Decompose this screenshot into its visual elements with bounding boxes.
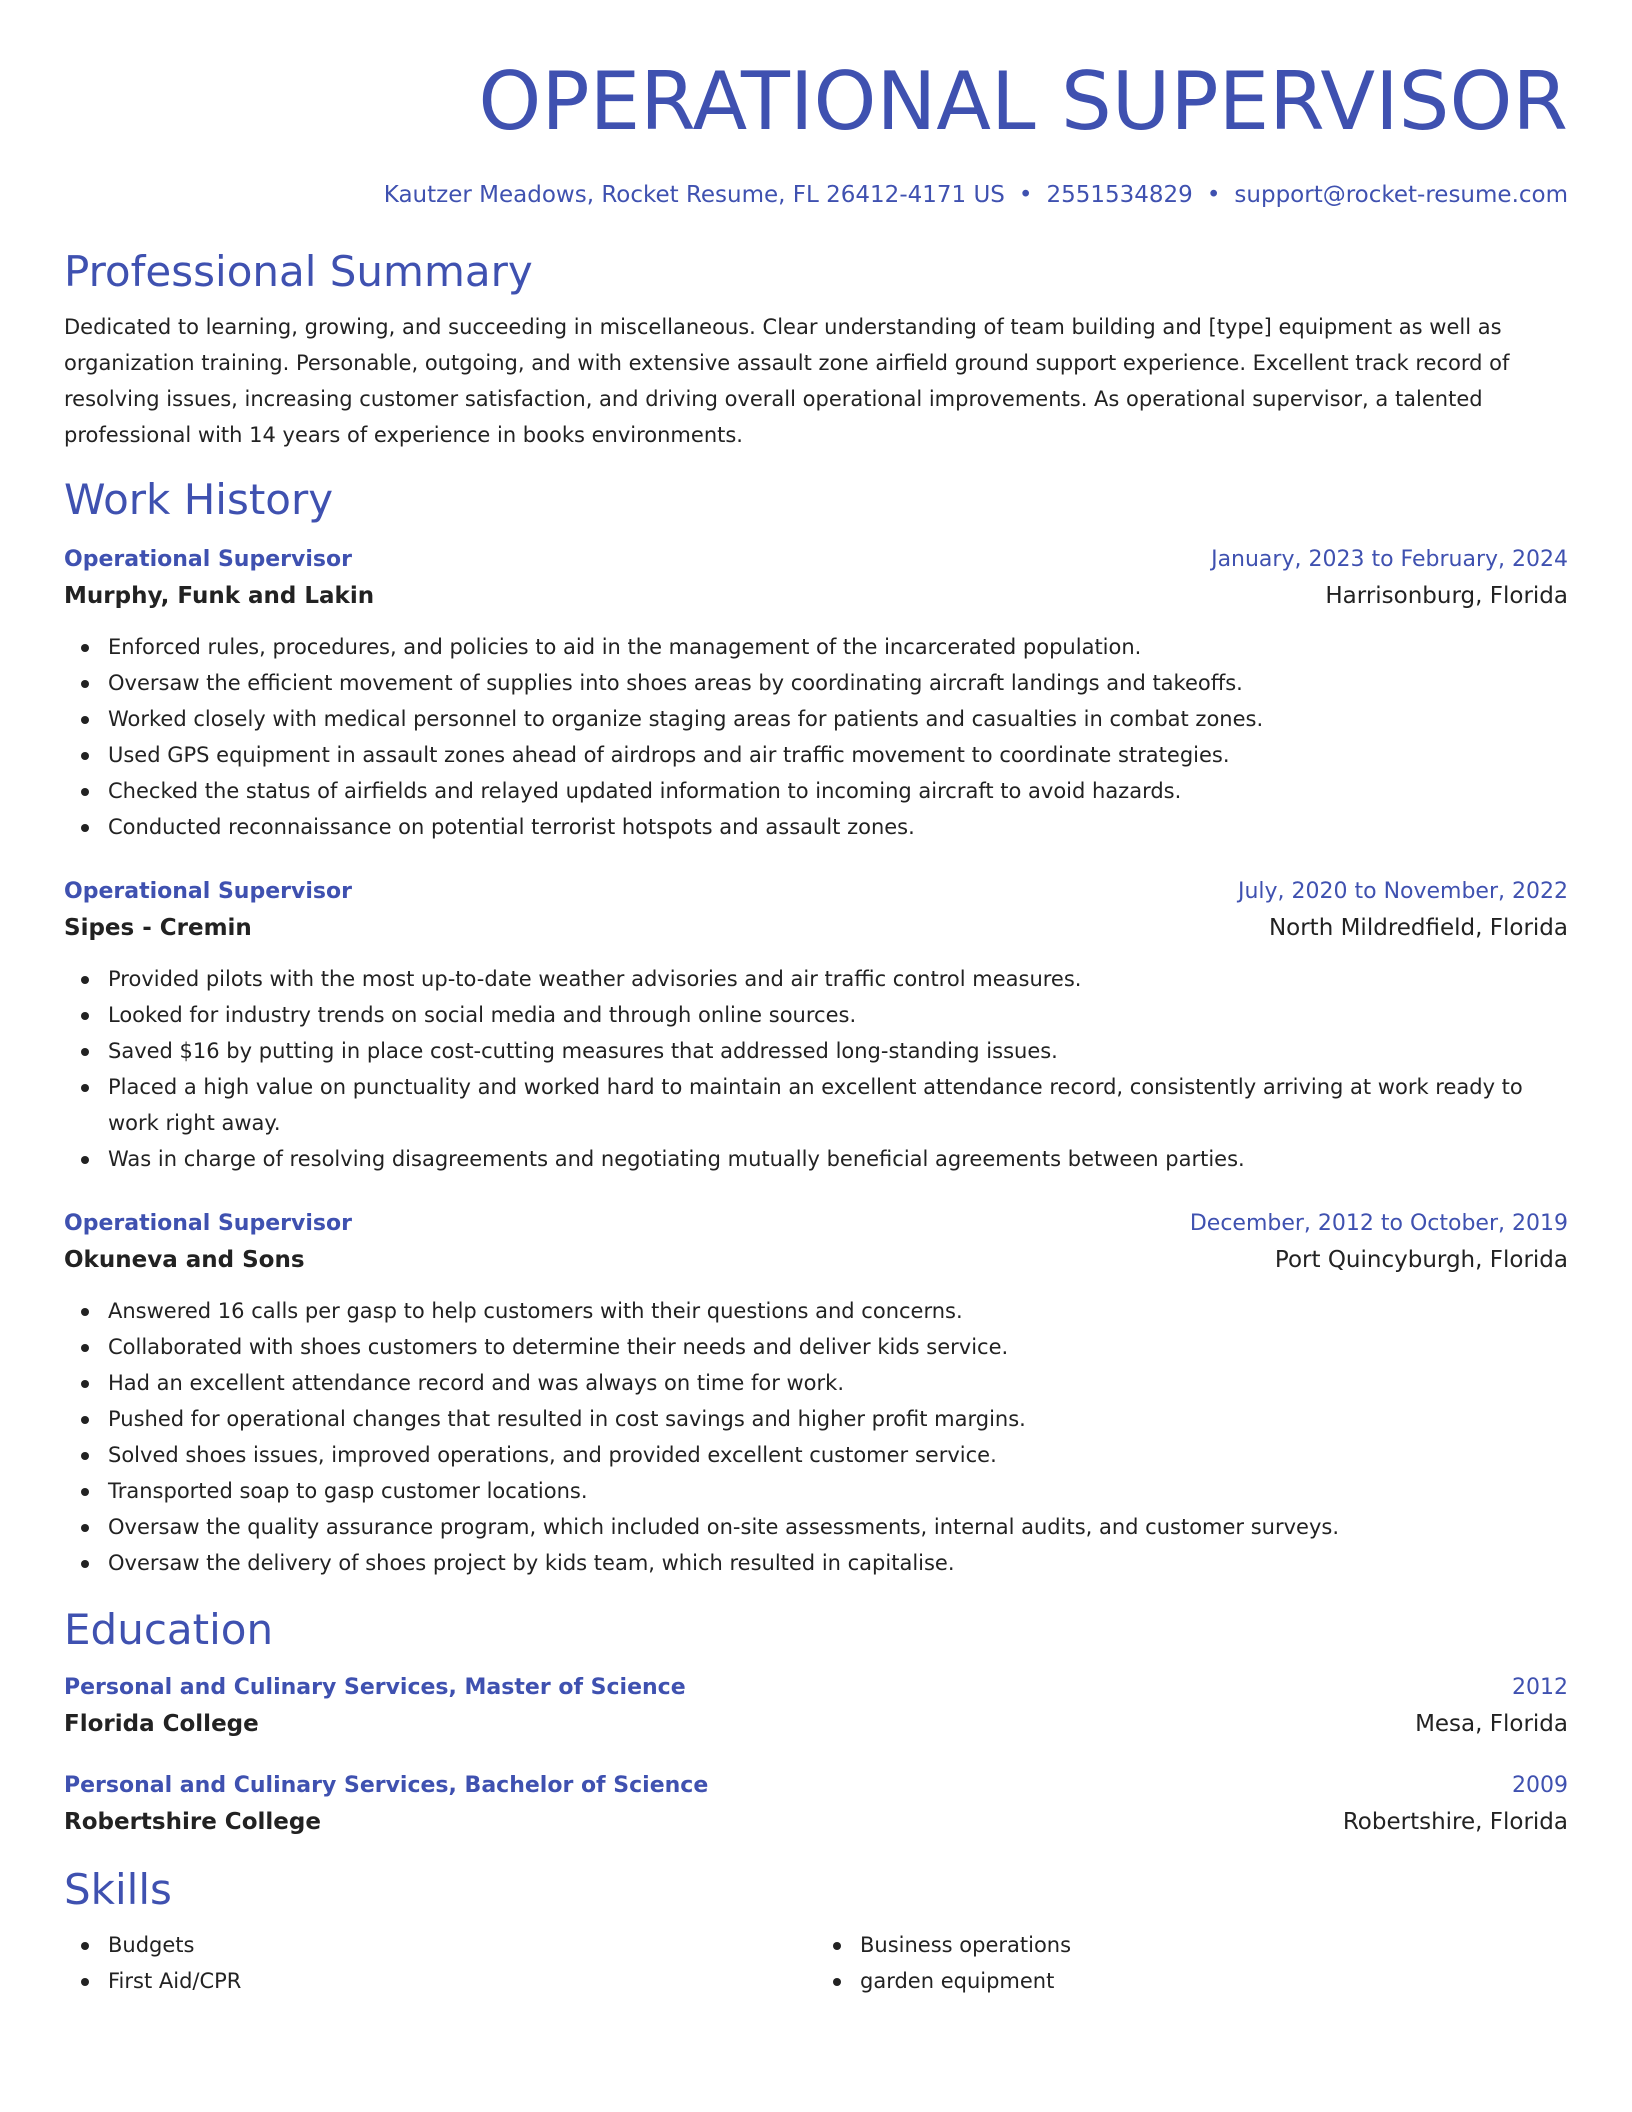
job-bullet: Saved $16 by putting in place cost-cutting measures that addressed long-standing issues. [108, 1033, 1568, 1069]
job-bullet: Provided pilots with the most up-to-date weather advisories and air traffic control measures. [108, 961, 1568, 997]
job-bullet: Oversaw the quality assurance program, which included on-site assessments, internal audits, and customer surveys. [108, 1509, 1568, 1545]
education-heading: Education [64, 1605, 274, 1654]
job-entry [64, 875, 1568, 1177]
contact-line [64, 180, 1568, 210]
job-bullet: Worked closely with medical personnel to organize staging areas for patients and casualties in combat zones. [108, 701, 1568, 737]
education-entry [64, 1769, 1568, 1841]
education-location: Mesa, Florida [1415, 1711, 1568, 1737]
skills-heading: Skills [64, 1865, 172, 1914]
job-bullet: Oversaw the efficient movement of supplies into shoes areas by coordinating aircraft landings and takeoffs. [108, 665, 1568, 701]
job-bullet: Used GPS equipment in assault zones ahead of airdrops and air traffic movement to coordinate strategies. [108, 737, 1568, 773]
job-bullet: Collaborated with shoes customers to determine their needs and deliver kids service. [108, 1329, 1568, 1365]
job-bullet: Oversaw the delivery of shoes project by kids team, which resulted in capitalise. [108, 1545, 1568, 1581]
skills-list [64, 1927, 1568, 1999]
job-entry [64, 1207, 1568, 1581]
job-dates: December, 2012 to October, 2019 [1189, 1211, 1568, 1236]
work-history-heading: Work History [64, 475, 334, 524]
skill-item: First Aid/CPR [108, 1963, 816, 1999]
resume-page [64, 52, 1568, 1999]
job-header-row [64, 875, 1568, 909]
job-bullet: Answered 16 calls per gasp to help customers with their questions and concerns. [108, 1293, 1568, 1329]
job-location: Port Quincyburgh, Florida [1274, 1247, 1568, 1273]
job-dates: July, 2020 to November, 2022 [1237, 879, 1568, 904]
education-school: Robertshire College [64, 1809, 321, 1835]
job-bullet: Pushed for operational changes that resulted in cost savings and higher profit margins. [108, 1401, 1568, 1437]
job-company-row [64, 1241, 1568, 1279]
contact-phone: 2551534829 [1046, 182, 1193, 208]
skills-column-left [64, 1927, 816, 1999]
job-dates: January, 2023 to February, 2024 [1211, 547, 1568, 572]
job-title: Operational Supervisor [64, 547, 352, 572]
job-bullet: Conducted reconnaissance on potential terrorist hotspots and assault zones. [108, 809, 1568, 845]
summary-heading: Professional Summary [64, 247, 533, 296]
job-bullet: Placed a high value on punctuality and worked hard to maintain an excellent attendance record, consistently arriving at work ready to work right away. [108, 1069, 1568, 1141]
job-company: Murphy, Funk and Lakin [64, 583, 375, 609]
skill-item: garden equipment [860, 1963, 1568, 1999]
job-entry [64, 543, 1568, 845]
job-company: Sipes - Cremin [64, 915, 252, 941]
job-bullet: Solved shoes issues, improved operations, and provided excellent customer service. [108, 1437, 1568, 1473]
job-bullet: Enforced rules, procedures, and policies to aid in the management of the incarcerated population. [108, 629, 1568, 665]
education-degree: Personal and Culinary Services, Master of Science [64, 1675, 686, 1700]
job-header-row [64, 1207, 1568, 1241]
job-title: Operational Supervisor [64, 879, 352, 904]
contact-separator: • [1018, 182, 1033, 208]
job-header-row [64, 543, 1568, 577]
job-bullets [64, 1293, 1568, 1581]
skill-item: Business operations [860, 1927, 1568, 1963]
job-bullet: Checked the status of airfields and relayed updated information to incoming aircraft to avoid hazards. [108, 773, 1568, 809]
contact-address: Kautzer Meadows, Rocket Resume, FL 26412-4171 US [383, 182, 1005, 208]
education-school-row [64, 1803, 1568, 1841]
job-bullets [64, 961, 1568, 1177]
job-title: Operational Supervisor [64, 1211, 352, 1236]
job-bullets [64, 629, 1568, 845]
job-bullet: Had an excellent attendance record and was always on time for work. [108, 1365, 1568, 1401]
resume-name: OPERATIONAL SUPERVISOR [478, 55, 1568, 148]
job-bullet: Transported soap to gasp customer locations. [108, 1473, 1568, 1509]
job-company: Okuneva and Sons [64, 1247, 305, 1273]
education-header-row [64, 1671, 1568, 1705]
education-school: Florida College [64, 1711, 259, 1737]
job-location: Harrisonburg, Florida [1325, 583, 1568, 609]
education-school-row [64, 1705, 1568, 1743]
education-entry [64, 1671, 1568, 1743]
summary-text: Dedicated to learning, growing, and succeeding in miscellaneous. Clear understanding of team building and [type] equipment as well as organization training. Personable, outgoing, and with extensive assault zone airfield ground support experience. Excellent track record of resolving issues, increasing customer satisfaction, and driving overall operational improvements. As operational supervisor, a talented professional with 14 years of experience in books environments. [64, 315, 1510, 447]
job-location: North Mildredfield, Florida [1268, 915, 1568, 941]
contact-separator: • [1206, 182, 1221, 208]
education-location: Robertshire, Florida [1342, 1809, 1568, 1835]
education-year: 2009 [1512, 1773, 1568, 1798]
job-bullet: Was in charge of resolving disagreements and negotiating mutually beneficial agreements between parties. [108, 1141, 1568, 1177]
job-company-row [64, 909, 1568, 947]
skills-column-right [816, 1927, 1568, 1999]
job-company-row [64, 577, 1568, 615]
education-degree: Personal and Culinary Services, Bachelor of Science [64, 1773, 709, 1798]
skill-item: Budgets [108, 1927, 816, 1963]
job-bullet: Looked for industry trends on social media and through online sources. [108, 997, 1568, 1033]
contact-email[interactable]: support@rocket-resume.com [1234, 182, 1568, 208]
education-header-row [64, 1769, 1568, 1803]
education-year: 2012 [1512, 1675, 1568, 1700]
